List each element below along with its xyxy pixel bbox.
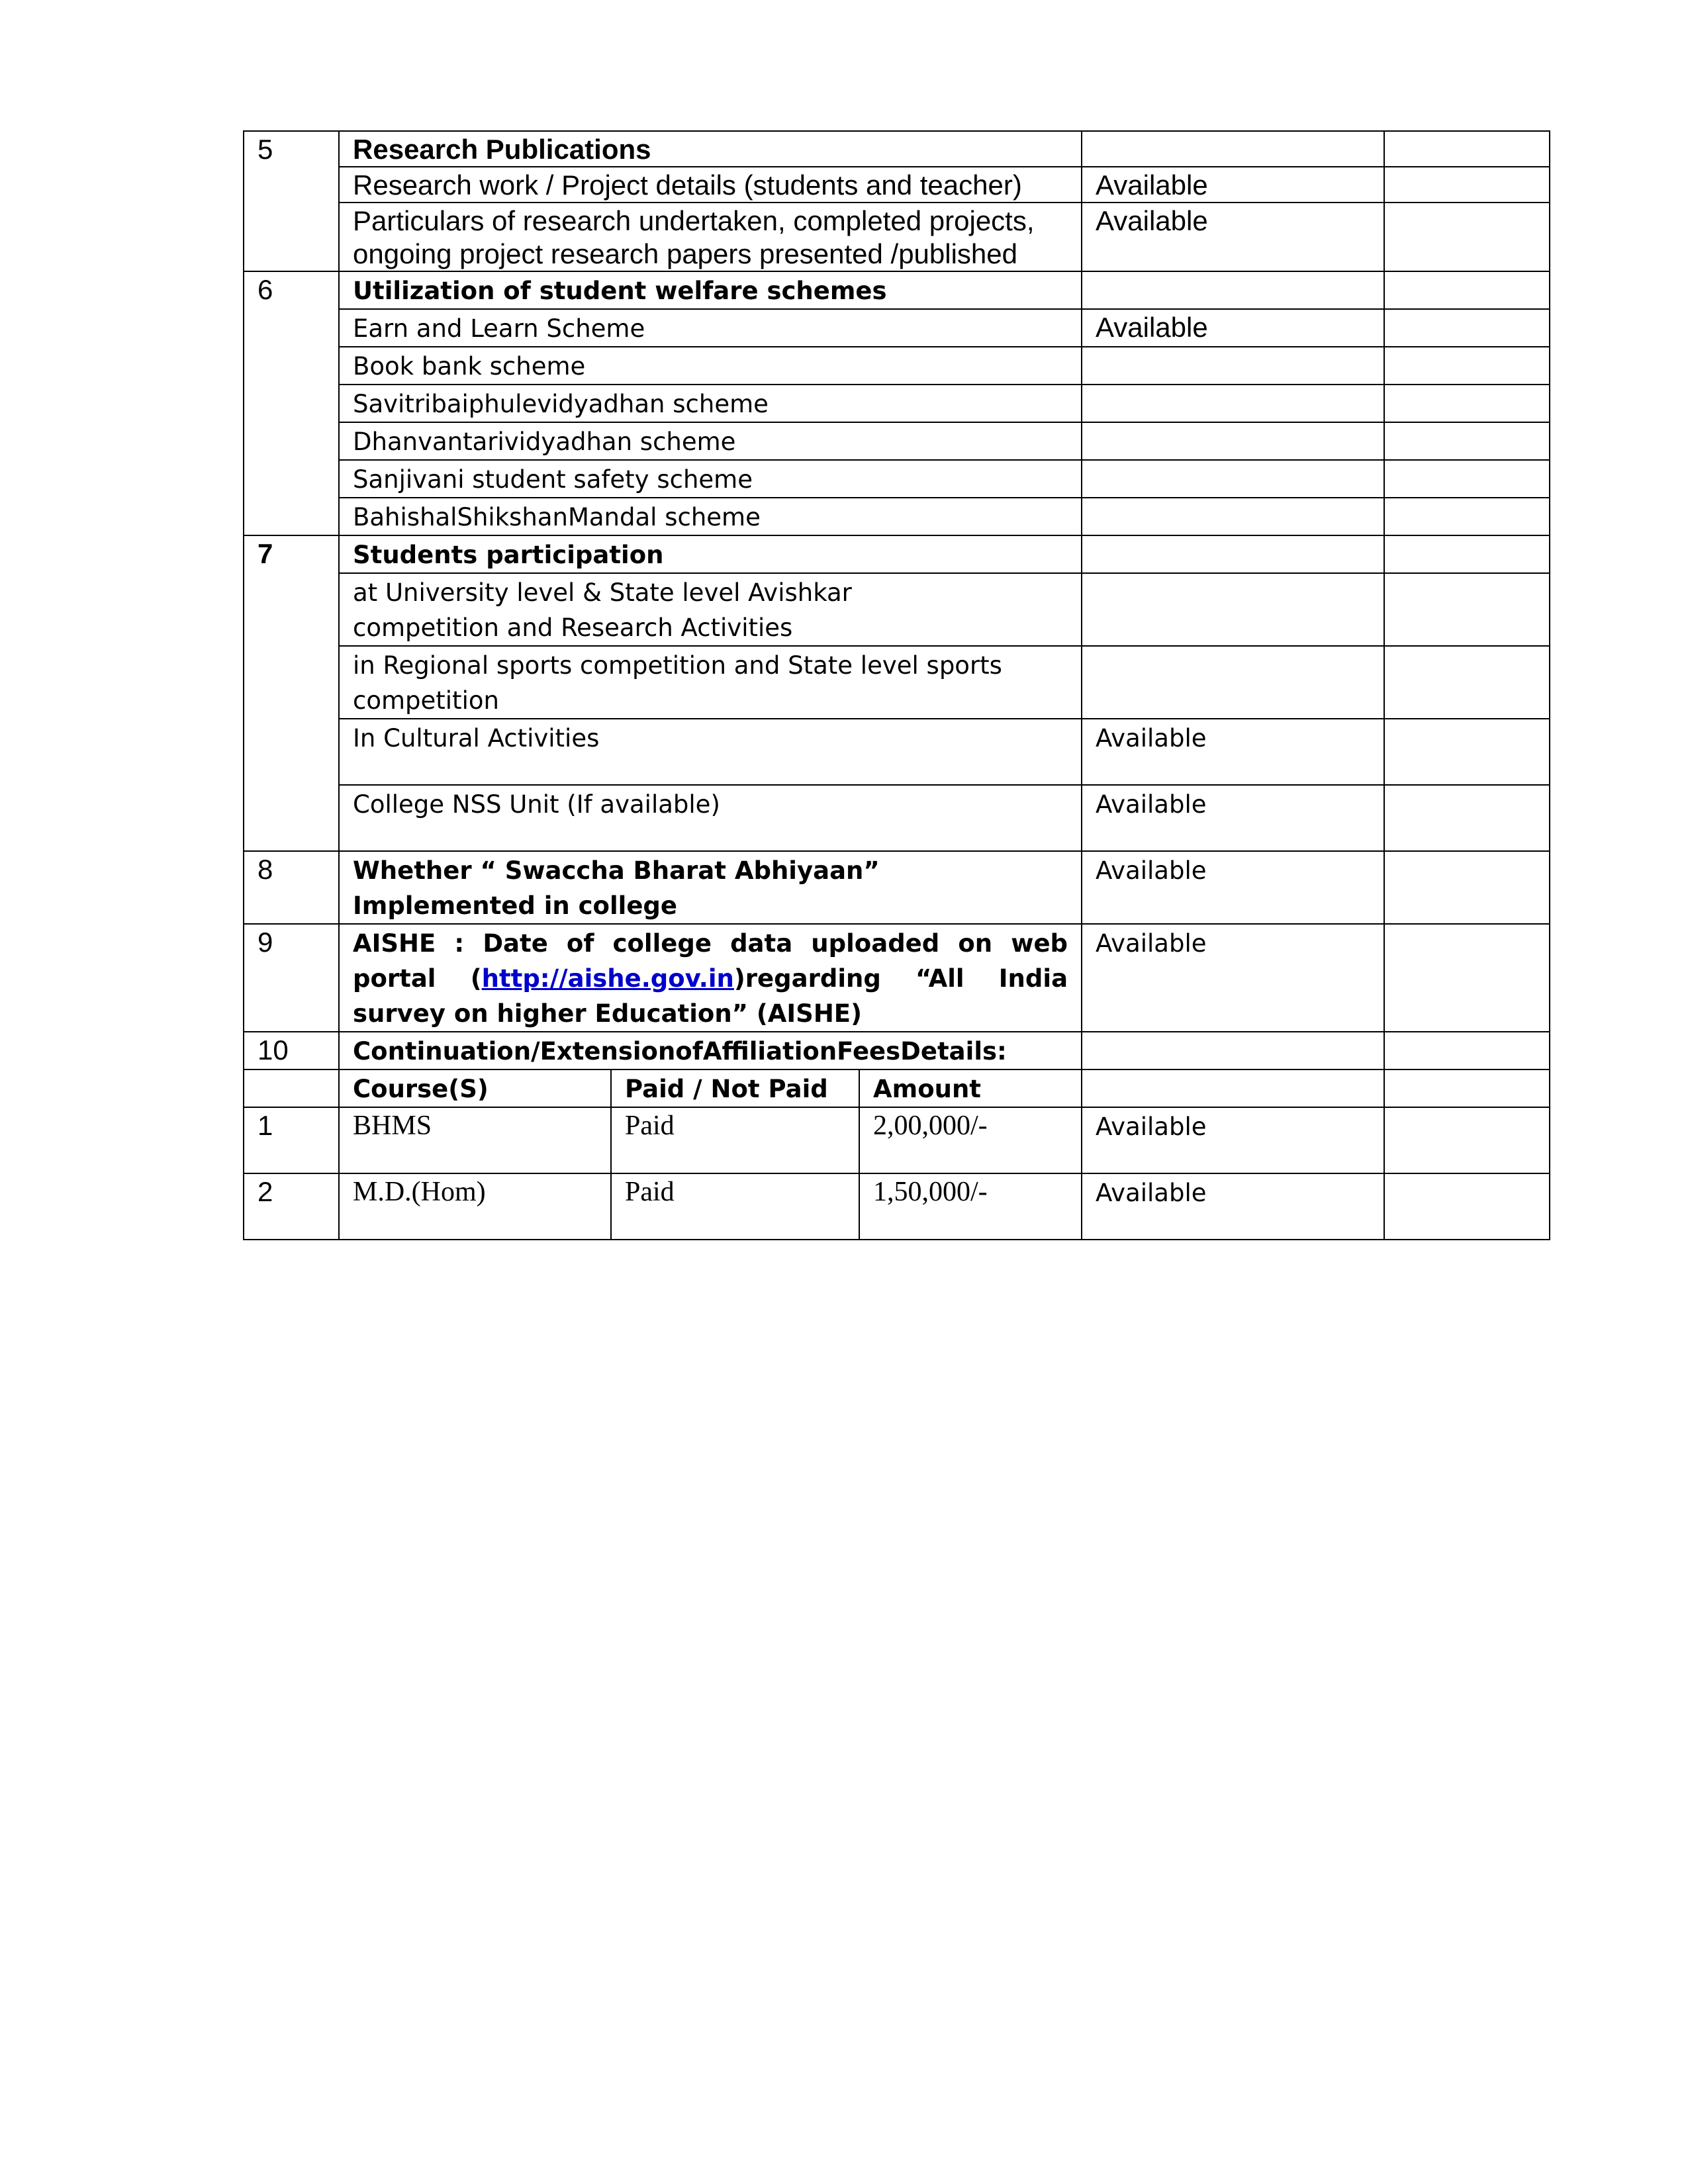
column-header-amount: Amount xyxy=(859,1069,1082,1107)
section-10-heading-row xyxy=(244,1032,1550,1069)
remarks-cell xyxy=(1384,646,1550,719)
status-cell: Available xyxy=(1082,851,1384,924)
scheme-label: Sanjivani student safety scheme xyxy=(339,460,1082,498)
section-7-number: 7 xyxy=(244,535,339,851)
participation-label: In Cultural Activities xyxy=(339,719,1082,785)
scheme-label: Earn and Learn Scheme xyxy=(339,309,1082,347)
table-row xyxy=(244,203,1550,271)
section-5-heading-row xyxy=(244,131,1550,167)
status-cell xyxy=(1082,1069,1384,1107)
research-particulars-label: Particulars of research undertaken, completed projects, ongoing project research papers presented /published xyxy=(339,203,1082,271)
scheme-label: BahishalShikshanMandal scheme xyxy=(339,498,1082,535)
remarks-cell xyxy=(1384,498,1550,535)
remarks-cell xyxy=(1384,573,1550,646)
table-row xyxy=(244,646,1550,719)
status-cell xyxy=(1082,422,1384,460)
table-row xyxy=(244,422,1550,460)
remarks-cell xyxy=(1384,1069,1550,1107)
fees-row-number: 1 xyxy=(244,1107,339,1173)
participation-label xyxy=(339,646,1082,719)
status-cell: Available xyxy=(1082,719,1384,785)
section-10-heading: Continuation/ExtensionofAffiliationFeesDetails: xyxy=(339,1032,1082,1069)
section-6-heading: Utilization of student welfare schemes xyxy=(339,271,1082,309)
section-8-label: Whether “ Swaccha Bharat Abhiyaan” Implemented in college xyxy=(339,851,1082,924)
table-row xyxy=(244,309,1550,347)
course-name: BHMS xyxy=(339,1107,611,1173)
participation-text: in Regional sports competition and State level sports competition xyxy=(353,651,1002,715)
remarks-cell xyxy=(1384,924,1550,1032)
table-row xyxy=(244,347,1550,385)
section-8-row xyxy=(244,851,1550,924)
participation-label xyxy=(339,573,1082,646)
section-10-number: 10 xyxy=(244,1032,339,1069)
table-row xyxy=(244,460,1550,498)
fees-row-number: 2 xyxy=(244,1173,339,1240)
fees-header-row xyxy=(244,1069,1550,1107)
remarks-cell xyxy=(1384,535,1550,573)
section-9-label xyxy=(339,924,1082,1032)
participation-label: College NSS Unit (If available) xyxy=(339,785,1082,851)
section-5-number: 5 xyxy=(244,131,339,271)
remarks-cell xyxy=(1384,347,1550,385)
remarks-cell xyxy=(1384,1173,1550,1240)
remarks-cell xyxy=(1384,271,1550,309)
column-header-course: Course(S) xyxy=(339,1069,611,1107)
status-cell xyxy=(1082,573,1384,646)
remarks-cell xyxy=(1384,785,1550,851)
status-cell xyxy=(1082,646,1384,719)
participation-text: at University level & State level Avishkar competition and Research Activities xyxy=(353,578,852,642)
table-row xyxy=(244,385,1550,422)
remarks-cell xyxy=(1384,131,1550,167)
section-6-heading-row xyxy=(244,271,1550,309)
fees-row xyxy=(244,1173,1550,1240)
fees-row xyxy=(244,1107,1550,1173)
remarks-cell xyxy=(1384,203,1550,271)
status-cell xyxy=(1082,1032,1384,1069)
table-row xyxy=(244,785,1550,851)
status-cell: Available xyxy=(1082,167,1384,203)
remarks-cell xyxy=(1384,1032,1550,1069)
fee-amount: 1,50,000/- xyxy=(859,1173,1082,1240)
status-cell xyxy=(1082,271,1384,309)
table-row xyxy=(244,498,1550,535)
table-row xyxy=(244,719,1550,785)
scheme-label: Book bank scheme xyxy=(339,347,1082,385)
section-7-heading: Students participation xyxy=(339,535,1082,573)
remarks-cell xyxy=(1384,385,1550,422)
table-row xyxy=(244,573,1550,646)
course-name: M.D.(Hom) xyxy=(339,1173,611,1240)
aishe-text-suffix: )regarding “All India survey on higher Education” (AISHE) xyxy=(353,964,1068,1028)
status-cell: Available xyxy=(1082,924,1384,1032)
status-cell: Available xyxy=(1082,1107,1384,1173)
section-6-number: 6 xyxy=(244,271,339,535)
status-cell xyxy=(1082,498,1384,535)
paid-status: Paid xyxy=(611,1173,859,1240)
status-cell xyxy=(1082,385,1384,422)
affiliation-checklist-table xyxy=(243,130,1550,1240)
remarks-cell xyxy=(1384,851,1550,924)
remarks-cell xyxy=(1384,719,1550,785)
aishe-text-prefix: AISHE : Date of college data uploaded on web portal ( xyxy=(353,929,1068,993)
section-9-number: 9 xyxy=(244,924,339,1032)
remarks-cell xyxy=(1384,309,1550,347)
remarks-cell xyxy=(1384,1107,1550,1173)
status-cell: Available xyxy=(1082,1173,1384,1240)
scheme-label: Dhanvantarividyadhan scheme xyxy=(339,422,1082,460)
section-9-row xyxy=(244,924,1550,1032)
remarks-cell xyxy=(1384,422,1550,460)
section-7-heading-row xyxy=(244,535,1550,573)
paid-status: Paid xyxy=(611,1107,859,1173)
aishe-link[interactable]: http://aishe.gov.in xyxy=(481,964,734,993)
status-cell xyxy=(1082,460,1384,498)
status-cell xyxy=(1082,347,1384,385)
status-cell xyxy=(1082,131,1384,167)
status-cell: Available xyxy=(1082,309,1384,347)
section-8-number: 8 xyxy=(244,851,339,924)
status-cell: Available xyxy=(1082,785,1384,851)
fee-amount: 2,00,000/- xyxy=(859,1107,1082,1173)
empty-cell xyxy=(244,1069,339,1107)
column-header-paid: Paid / Not Paid xyxy=(611,1069,859,1107)
research-work-label: Research work / Project details (students and teacher) xyxy=(339,167,1082,203)
remarks-cell xyxy=(1384,460,1550,498)
remarks-cell xyxy=(1384,167,1550,203)
section-5-heading: Research Publications xyxy=(339,131,1082,167)
scheme-label: Savitribaiphulevidyadhan scheme xyxy=(339,385,1082,422)
status-cell: Available xyxy=(1082,203,1384,271)
table-row xyxy=(244,167,1550,203)
status-cell xyxy=(1082,535,1384,573)
